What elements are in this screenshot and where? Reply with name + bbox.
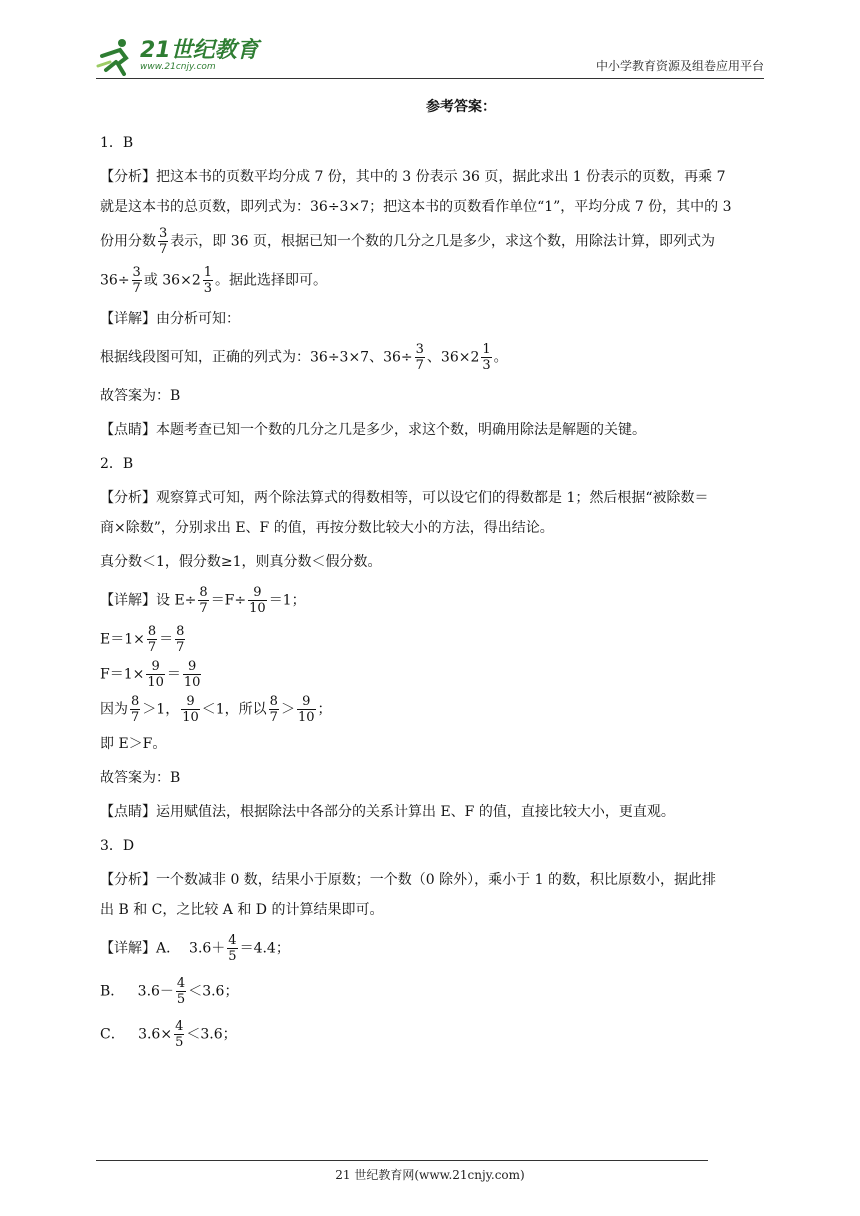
logo-url: www.21cnjy.com	[140, 62, 216, 72]
q1-analysis: 【分析】把这本书的页数平均分成 7 份，其中的 3 份表示 36 页，据此求出 1 份表示的页数，再乘 7 就是这本书的总页数，即列式为：36÷3×7；把这本书的页数看作单位“1”，平均分成 7 份，其中的 3 份用分数 $\frac{3}{7}$ 表示，即 36 页，根据已知一个数的几分之几是多少，求这个数，用除法计算，即列式为 36÷ $\frac{3}{7}$ 或 36×2 $\frac{1}{3}$ 。据此选择即可。	[100, 169, 732, 296]
fraction: $\frac{9}{10}$	[183, 659, 201, 690]
fraction: $\frac{9}{10}$	[147, 659, 164, 690]
q1-number: 1．B	[100, 135, 134, 151]
fraction: $\frac{4}{5}$	[176, 976, 186, 1007]
q2-point: 【点睛】运用赋值法，根据除法中各部分的关系计算出 E、F 的值，直接比较大小，更直观。	[100, 804, 675, 820]
fraction: $\frac{8}{7}$	[176, 624, 185, 655]
logo-name: 21世纪教育	[140, 38, 259, 63]
fraction: $\frac{8}{7}$	[269, 694, 278, 725]
q2-number: 2．B	[100, 456, 134, 472]
q1-point: 【点睛】本题考查已知一个数的几分之几是多少，求这个数，明确用除法是解题的关键。	[100, 422, 646, 438]
page-title: 参考答案：	[426, 99, 496, 115]
fraction: $\frac{9}{10}$	[297, 694, 315, 725]
q2-analysis-rule: 真分数＜1，假分数≥1，则真分数＜假分数。	[100, 554, 382, 570]
q3-detail-c: C． 3.6× $\frac{4}{5}$ ＜3.6；	[100, 1019, 237, 1050]
q2-analysis: 【分析】观察算式可知，两个除法算式的得数相等，可以设它们的得数都是 1；然后根据“被除数＝ 商×除数”，分别求出 E、F 的值，再按分数比较大小的方法，得出结论。	[100, 490, 709, 536]
runner-logo-icon	[96, 36, 136, 76]
fraction: $\frac{4}{5}$	[228, 933, 237, 964]
fraction: $\frac{4}{5}$	[175, 1019, 184, 1050]
q2-conclusion: 即 E＞F。	[100, 736, 167, 752]
footer-divider	[96, 1160, 708, 1161]
fraction: $\frac{9}{10}$	[182, 694, 199, 725]
q3-detail-b: B． 3.6－ $\frac{4}{5}$ ＜3.6；	[100, 976, 239, 1007]
fraction: $\frac{3}{7}$	[132, 265, 141, 296]
q2-detail-line-3: F＝1× $\frac{9}{10}$ ＝ $\frac{9}{10}$	[100, 659, 201, 690]
fraction: $\frac{8}{7}$	[147, 624, 157, 655]
page-header	[96, 32, 764, 79]
q3-analysis: 【分析】一个数减非 0 数，结果小于原数；一个数（0 除外），乘小于 1 的数，积比原数小，据此排 出 B 和 C，之比较 A 和 D 的计算结果即可。	[100, 872, 716, 918]
fraction: $\frac{1}{3}$	[203, 265, 213, 296]
q1-answer: 故答案为：B	[100, 388, 181, 404]
fraction: $\frac{3}{7}$	[159, 226, 168, 257]
q1-detail: 【详解】由分析可知：	[100, 311, 240, 327]
q2-answer: 故答案为：B	[100, 770, 181, 786]
q2-detail-line-4: 因为 $\frac{8}{7}$ ＞1， $\frac{9}{10}$ ＜1，所以 $\frac{8}{7}$ ＞ $\frac{9}{10}$ ；	[100, 694, 332, 725]
fraction: $\frac{1}{3}$	[482, 342, 491, 373]
fraction: $\frac{8}{7}$	[131, 694, 140, 725]
q2-detail-line-1: 【详解】设 E÷ $\frac{8}{7}$ ＝F÷ $\frac{9}{10}$ ＝1；	[100, 585, 306, 616]
q3-detail-a: 【详解】A． 3.6＋ $\frac{4}{5}$ ＝4.4；	[100, 933, 290, 964]
fraction: $\frac{8}{7}$	[199, 585, 208, 616]
answer-content	[100, 96, 762, 1056]
fraction: $\frac{3}{7}$	[415, 342, 424, 373]
q3-number: 3．D	[100, 838, 135, 854]
q1-detail-line: 根据线段图可知，正确的列式为：36÷3×7、36÷ $\frac{3}{7}$ 、36×2 $\frac{1}{3}$ 。	[100, 342, 508, 373]
fraction: $\frac{9}{10}$	[249, 585, 266, 616]
q2-detail-line-2: E＝1× $\frac{8}{7}$ ＝ $\frac{8}{7}$	[100, 624, 185, 655]
logo	[96, 32, 259, 76]
platform-name: 中小学教育资源及组卷应用平台	[595, 59, 764, 73]
page-footer: 21 世纪教育网(www.21cnjy.com)	[335, 1168, 525, 1182]
